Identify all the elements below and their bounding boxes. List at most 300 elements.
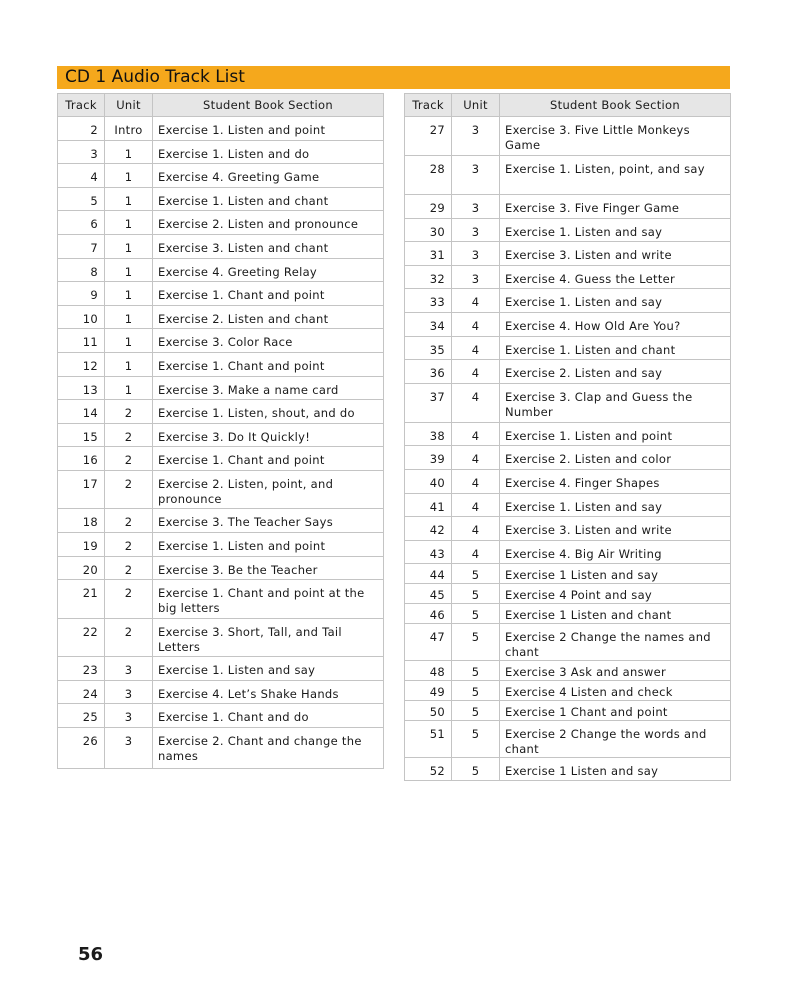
track-number-text: 5	[90, 193, 98, 208]
unit-cell	[105, 258, 153, 282]
track-number-text: 22	[82, 624, 98, 639]
unit-cell	[452, 117, 500, 156]
track-number-text: 23	[82, 663, 98, 678]
unit-cell	[105, 376, 153, 400]
section-text: Exercise 2. Listen, point, and pronounce	[158, 476, 334, 506]
section-text: Exercise 1. Listen and say	[505, 295, 663, 310]
track-number-text: 49	[429, 685, 445, 700]
section-cell	[500, 422, 731, 446]
page-number: 56	[78, 944, 104, 965]
track-number-text: 52	[429, 764, 445, 779]
section-cell	[153, 376, 384, 400]
table-row	[405, 661, 731, 681]
section-text: Exercise 2. Listen and chant	[158, 311, 329, 326]
unit-cell	[105, 704, 153, 728]
section-text: Exercise 4. Greeting Relay	[158, 264, 318, 279]
unit-cell	[105, 657, 153, 681]
unit-text: 5	[471, 630, 480, 645]
track-number-cell	[58, 509, 105, 533]
section-cell	[153, 657, 384, 681]
unit-text: 1	[124, 193, 133, 208]
section-cell	[153, 509, 384, 533]
unit-cell	[452, 701, 500, 721]
unit-text: 3	[471, 271, 480, 286]
section-cell	[153, 556, 384, 580]
table-row	[405, 584, 731, 604]
section-text: Exercise 3. Listen and write	[505, 523, 672, 538]
section-text: Exercise 2. Listen and pronounce	[158, 217, 359, 232]
track-number-cell	[58, 618, 105, 657]
track-number-cell	[58, 282, 105, 306]
section-cell	[500, 117, 731, 156]
track-number-cell	[58, 657, 105, 681]
unit-text: 5	[471, 764, 480, 779]
section-text: Exercise 3. Five Finger Game	[505, 201, 680, 215]
track-number-text: 6	[90, 217, 98, 232]
section-text: Exercise 1. Chant and do	[158, 710, 309, 725]
section-cell	[500, 681, 731, 701]
section-cell	[153, 447, 384, 471]
track-number-text: 7	[90, 240, 98, 255]
table-row	[405, 540, 731, 564]
unit-text: 1	[124, 358, 133, 373]
track-number-text: 17	[82, 476, 98, 491]
table-row	[58, 329, 384, 353]
section-cell	[153, 282, 384, 306]
track-number-cell	[405, 383, 452, 422]
track-number-text: 32	[429, 271, 445, 286]
section-text: Exercise 3. Be the Teacher	[158, 562, 318, 577]
section-text: Exercise 1. Listen and say	[158, 663, 316, 678]
table-row	[405, 336, 731, 360]
section-cell	[500, 242, 731, 266]
track-number-text: 25	[82, 710, 98, 725]
section-text: Exercise 1. Listen and point	[158, 123, 326, 137]
track-number-cell	[405, 721, 452, 758]
unit-cell	[105, 618, 153, 657]
unit-cell	[452, 360, 500, 384]
unit-cell	[452, 312, 500, 336]
unit-cell	[452, 469, 500, 493]
unit-cell	[452, 624, 500, 661]
track-number-cell	[58, 400, 105, 424]
section-cell	[500, 265, 731, 289]
table-row	[58, 580, 384, 619]
unit-text: 1	[124, 264, 133, 279]
section-text: Exercise 1. Listen and point	[505, 428, 673, 443]
unit-cell	[105, 282, 153, 306]
table-row	[405, 156, 731, 195]
table-row	[58, 305, 384, 329]
unit-text: 5	[471, 608, 480, 623]
unit-cell	[452, 242, 500, 266]
section-cell	[500, 156, 731, 195]
table-row	[58, 187, 384, 211]
unit-cell	[452, 383, 500, 422]
section-text: Exercise 3. Listen and write	[505, 248, 672, 263]
table-row	[58, 447, 384, 471]
unit-cell	[452, 336, 500, 360]
section-text: Exercise 1. Listen and chant	[158, 193, 329, 208]
section-cell	[500, 624, 731, 661]
unit-text: 1	[124, 240, 133, 255]
section-text: Exercise 4. Finger Shapes	[505, 475, 660, 490]
table-row	[405, 517, 731, 541]
table-row	[405, 564, 731, 584]
section-cell	[500, 383, 731, 422]
section-text: Exercise 3. Do It Quickly!	[158, 429, 311, 444]
unit-cell	[105, 187, 153, 211]
table-row	[58, 680, 384, 704]
unit-text: 5	[471, 665, 480, 680]
track-number-cell	[405, 195, 452, 219]
track-number-cell	[58, 580, 105, 619]
section-cell	[500, 218, 731, 242]
unit-cell	[105, 509, 153, 533]
track-number-cell	[58, 305, 105, 329]
unit-text: 3	[471, 224, 480, 239]
section-cell	[500, 493, 731, 517]
unit-cell	[452, 564, 500, 584]
section-cell	[153, 704, 384, 728]
table-row	[405, 265, 731, 289]
unit-cell	[452, 681, 500, 701]
unit-cell	[105, 400, 153, 424]
table-row	[405, 195, 731, 219]
section-cell	[153, 117, 384, 141]
track-number-cell	[58, 447, 105, 471]
section-text: Exercise 1. Listen, point, and say	[505, 162, 705, 176]
track-number-text: 48	[429, 665, 445, 680]
track-number-cell	[405, 758, 452, 781]
unit-text: 4	[471, 546, 480, 561]
table-row	[405, 383, 731, 422]
section-text: Exercise 3 Ask and answer	[505, 665, 666, 680]
section-text: Exercise 1. Chant and point	[158, 453, 325, 468]
unit-text: 5	[471, 588, 480, 603]
table-row	[405, 624, 731, 661]
track-number-cell	[58, 376, 105, 400]
track-number-cell	[405, 469, 452, 493]
track-number-cell	[58, 470, 105, 509]
column-header-track: Track	[405, 94, 452, 117]
table-row	[58, 140, 384, 164]
track-number-cell	[58, 727, 105, 768]
track-number-text: 21	[82, 586, 98, 601]
section-cell	[500, 721, 731, 758]
unit-cell	[452, 493, 500, 517]
unit-cell	[452, 540, 500, 564]
unit-text: 4	[471, 295, 480, 310]
table-row	[405, 758, 731, 781]
unit-text: 3	[471, 123, 480, 137]
unit-cell	[452, 265, 500, 289]
track-table-left	[57, 93, 384, 769]
track-number-text: 19	[82, 539, 98, 553]
table-row	[405, 469, 731, 493]
section-cell	[500, 289, 731, 313]
section-text: Exercise 2. Listen and color	[505, 452, 672, 467]
section-cell	[153, 352, 384, 376]
section-cell	[153, 164, 384, 188]
section-text: Exercise 3. Five Little Monkeys Game	[505, 123, 690, 152]
track-number-cell	[58, 352, 105, 376]
track-number-cell	[58, 423, 105, 447]
track-number-text: 15	[82, 429, 98, 444]
track-number-text: 39	[429, 452, 445, 467]
table-row	[58, 352, 384, 376]
track-number-text: 29	[429, 201, 445, 215]
unit-cell	[452, 156, 500, 195]
track-number-text: 41	[429, 499, 445, 514]
section-cell	[500, 584, 731, 604]
table-row	[58, 533, 384, 557]
unit-cell	[105, 164, 153, 188]
unit-cell	[105, 211, 153, 235]
section-cell	[153, 533, 384, 557]
table-row	[405, 446, 731, 470]
track-number-text: 34	[429, 318, 445, 333]
unit-text: 1	[124, 311, 133, 326]
section-text: Exercise 1. Listen, shout, and do	[158, 406, 355, 421]
unit-cell	[105, 140, 153, 164]
track-table-right-body	[405, 117, 731, 781]
unit-cell	[452, 721, 500, 758]
unit-cell	[452, 584, 500, 604]
track-number-text: 37	[429, 389, 445, 404]
section-text: Exercise 1 Listen and say	[505, 764, 659, 779]
section-cell	[500, 469, 731, 493]
track-number-cell	[58, 117, 105, 141]
track-number-cell	[58, 211, 105, 235]
track-number-text: 20	[82, 562, 98, 577]
table-row	[58, 423, 384, 447]
track-number-text: 36	[429, 366, 445, 381]
track-number-text: 38	[429, 428, 445, 443]
track-number-cell	[58, 164, 105, 188]
track-number-cell	[58, 680, 105, 704]
unit-text: 4	[471, 452, 480, 467]
section-text: Exercise 1. Chant and point	[158, 288, 325, 303]
section-cell	[153, 400, 384, 424]
track-number-cell	[405, 540, 452, 564]
column-header-section: Student Book Section	[153, 94, 384, 117]
track-number-text: 11	[82, 335, 98, 350]
track-number-cell	[405, 156, 452, 195]
table-row	[58, 211, 384, 235]
section-text: Exercise 3. Make a name card	[158, 382, 339, 397]
track-number-cell	[58, 533, 105, 557]
section-text: Exercise 1. Listen and say	[505, 499, 663, 514]
table-row	[58, 376, 384, 400]
track-number-cell	[58, 187, 105, 211]
unit-text: 3	[471, 162, 480, 176]
section-text: Exercise 4 Listen and check	[505, 685, 673, 700]
table-row	[58, 727, 384, 768]
table-row	[58, 282, 384, 306]
section-cell	[153, 423, 384, 447]
column-header-unit: Unit	[452, 94, 500, 117]
track-list-title: CD 1 Audio Track List	[57, 66, 730, 89]
track-table-left-body	[58, 117, 384, 769]
section-cell	[153, 680, 384, 704]
section-text: Exercise 3. Color Race	[158, 335, 293, 350]
section-cell	[153, 618, 384, 657]
section-text: Exercise 1. Listen and say	[505, 224, 663, 239]
section-text: Exercise 2. Chant and change the names	[158, 733, 362, 763]
table-row	[405, 289, 731, 313]
unit-cell	[105, 117, 153, 141]
unit-text: 3	[124, 733, 133, 748]
table-row	[405, 701, 731, 721]
unit-cell	[105, 329, 153, 353]
table-row	[405, 242, 731, 266]
table-row	[405, 422, 731, 446]
track-number-text: 35	[429, 342, 445, 357]
section-cell	[500, 564, 731, 584]
unit-text: 3	[124, 686, 133, 701]
track-number-text: 18	[82, 515, 98, 530]
track-number-text: 8	[90, 264, 98, 279]
table-row	[58, 509, 384, 533]
unit-text: 3	[124, 663, 133, 678]
table-row	[58, 618, 384, 657]
unit-text: 5	[471, 685, 480, 700]
section-text: Exercise 3. Clap and Guess the Number	[505, 389, 693, 419]
unit-cell	[452, 604, 500, 624]
track-number-text: 16	[82, 453, 98, 468]
track-number-cell	[405, 604, 452, 624]
unit-text: 2	[124, 539, 133, 553]
table-row	[58, 704, 384, 728]
table-row	[405, 604, 731, 624]
track-number-cell	[405, 624, 452, 661]
unit-cell	[105, 352, 153, 376]
table-row	[405, 681, 731, 701]
table-header-row	[58, 94, 384, 117]
section-text: Exercise 1 Listen and chant	[505, 608, 672, 623]
unit-cell	[105, 234, 153, 258]
section-text: Exercise 4. How Old Are You?	[505, 318, 681, 333]
track-number-text: 10	[82, 311, 98, 326]
track-number-text: 28	[429, 162, 445, 176]
track-number-cell	[58, 556, 105, 580]
unit-text: 1	[124, 335, 133, 350]
section-text: Exercise 1. Chant and point at the big letters	[158, 586, 365, 616]
table-row	[58, 258, 384, 282]
unit-text: 5	[471, 705, 480, 720]
track-number-cell	[58, 258, 105, 282]
table-row	[58, 164, 384, 188]
unit-cell	[105, 423, 153, 447]
section-cell	[500, 336, 731, 360]
track-number-cell	[405, 289, 452, 313]
unit-text: 2	[124, 515, 133, 530]
unit-text: 5	[471, 727, 480, 742]
track-number-text: 33	[429, 295, 445, 310]
section-text: Exercise 1. Listen and chant	[505, 342, 676, 357]
unit-cell	[452, 758, 500, 781]
section-cell	[153, 305, 384, 329]
section-text: Exercise 2 Change the words and chant	[505, 727, 707, 757]
unit-cell	[105, 556, 153, 580]
track-number-cell	[58, 234, 105, 258]
track-number-cell	[405, 584, 452, 604]
table-row	[405, 218, 731, 242]
section-text: Exercise 1. Chant and point	[158, 358, 325, 373]
section-cell	[500, 661, 731, 681]
track-number-cell	[405, 422, 452, 446]
unit-text: 4	[471, 428, 480, 443]
track-number-text: 2	[90, 123, 98, 137]
unit-cell	[452, 289, 500, 313]
track-number-cell	[405, 336, 452, 360]
unit-text: 2	[124, 406, 133, 421]
track-number-text: 30	[429, 224, 445, 239]
track-number-text: 42	[429, 523, 445, 538]
unit-text: 2	[124, 429, 133, 444]
unit-text: 2	[124, 586, 133, 601]
table-row	[405, 312, 731, 336]
unit-cell	[105, 533, 153, 557]
track-number-cell	[58, 329, 105, 353]
unit-text: 2	[124, 624, 133, 639]
table-row	[58, 234, 384, 258]
table-row	[58, 400, 384, 424]
track-number-cell	[405, 493, 452, 517]
unit-cell	[105, 680, 153, 704]
section-cell	[153, 211, 384, 235]
track-table-right	[404, 93, 731, 781]
table-row	[58, 470, 384, 509]
table-row	[58, 556, 384, 580]
track-number-cell	[405, 661, 452, 681]
table-header-row	[405, 94, 731, 117]
section-cell	[500, 517, 731, 541]
track-number-text: 50	[429, 705, 445, 720]
track-number-text: 31	[429, 248, 445, 263]
table-row	[405, 117, 731, 156]
track-number-text: 13	[82, 382, 98, 397]
track-number-cell	[405, 117, 452, 156]
section-cell	[153, 187, 384, 211]
track-number-cell	[405, 360, 452, 384]
unit-cell	[105, 580, 153, 619]
section-text: Exercise 2. Listen and say	[505, 366, 663, 381]
unit-cell	[105, 727, 153, 768]
track-number-text: 24	[82, 686, 98, 701]
section-cell	[500, 312, 731, 336]
unit-text: 1	[124, 146, 133, 161]
section-text: Exercise 1. Listen and point	[158, 539, 326, 553]
section-cell	[153, 470, 384, 509]
track-number-cell	[405, 701, 452, 721]
unit-text: 3	[471, 248, 480, 263]
section-text: Exercise 4. Let’s Shake Hands	[158, 686, 339, 701]
unit-cell	[105, 470, 153, 509]
section-cell	[153, 258, 384, 282]
section-cell	[500, 540, 731, 564]
track-number-text: 26	[82, 733, 98, 748]
track-number-text: 44	[429, 568, 445, 583]
unit-text: 2	[124, 562, 133, 577]
track-number-cell	[58, 704, 105, 728]
track-number-text: 12	[82, 358, 98, 373]
unit-text: 2	[124, 476, 133, 491]
section-text: Exercise 3. Short, Tall, and Tail Letters	[158, 624, 342, 654]
section-cell	[500, 446, 731, 470]
column-header-section: Student Book Section	[500, 94, 731, 117]
